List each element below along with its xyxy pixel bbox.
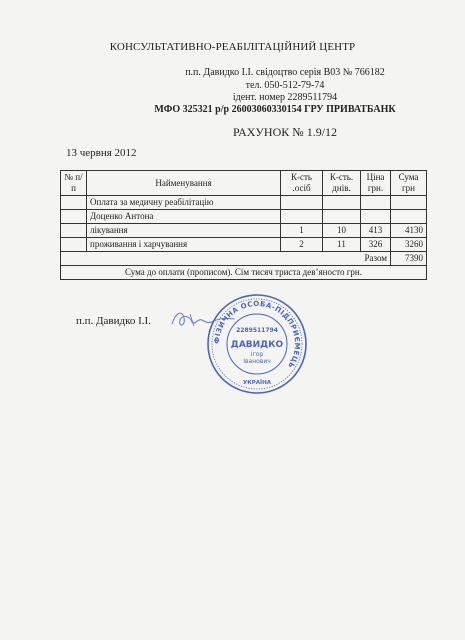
- cell-name: лікування: [87, 224, 281, 238]
- cell-sum: 4130: [391, 224, 427, 238]
- cell-persons: 2: [281, 238, 323, 252]
- stamp-first-name: Ігор: [250, 351, 264, 358]
- signature-label: п.п. Давидко І.І.: [76, 315, 151, 327]
- cell-sum: [391, 196, 427, 210]
- org-name: КОНСУЛЬТАТИВНО-РЕАБІЛІТАЦІЙНИЙ ЦЕНТР: [109, 41, 356, 53]
- cell-sum: 3260: [391, 238, 427, 252]
- cell-days: 11: [323, 238, 361, 252]
- total-label: Разом: [61, 252, 391, 266]
- amount-in-words-row: [61, 266, 427, 280]
- stamp-name: ДАВИДКО: [230, 340, 284, 350]
- table-header-row: [61, 171, 427, 196]
- header-num: № п/п: [61, 171, 87, 196]
- cell-days: [323, 196, 361, 210]
- cell-price: 413: [361, 224, 391, 238]
- table-row: [61, 224, 427, 238]
- cell-name: Оплата за медичну реабілітацію: [87, 196, 281, 210]
- cell-sum: [391, 210, 427, 224]
- table-row: [61, 196, 427, 210]
- cell-name: Доценко Антона: [87, 210, 281, 224]
- header-name: Найменування: [87, 171, 281, 196]
- stamp-ring-text: ФІЗИЧНА ОСОБА-ПІДПРИЄМЕЦЬ: [212, 299, 302, 370]
- amount-in-words: Сума до оплати (прописом). Сім тисяч триста дев’яносто грн.: [61, 266, 427, 280]
- company-stamp: [205, 292, 309, 396]
- entrepreneur-line: п.п. Давидко І.І. свідоцтво серія В03 № 766182: [185, 67, 385, 78]
- cell-name: проживання і харчування: [87, 238, 281, 252]
- invoice-table: [60, 170, 427, 280]
- cell-persons: [281, 210, 323, 224]
- invoice-date: 13 червня 2012: [66, 147, 137, 159]
- cell-num: [61, 210, 87, 224]
- cell-price: 326: [361, 238, 391, 252]
- total-value: 7390: [391, 252, 427, 266]
- header-persons: К-сть .осіб: [281, 171, 323, 196]
- cell-num: [61, 238, 87, 252]
- ident-line: ідент. номер 2289511794: [232, 92, 338, 103]
- invoice-title: РАХУНОК № 1.9/12: [232, 125, 338, 139]
- cell-persons: 1: [281, 224, 323, 238]
- header-sum: Сума грн: [391, 171, 427, 196]
- stamp-country: УКРАЇНА: [243, 380, 271, 386]
- cell-price: [361, 210, 391, 224]
- cell-num: [61, 196, 87, 210]
- total-row: [61, 252, 427, 266]
- cell-price: [361, 196, 391, 210]
- header-price: Ціна грн.: [361, 171, 391, 196]
- cell-persons: [281, 196, 323, 210]
- phone-line: тел. 050-512-79-74: [245, 80, 325, 91]
- cell-days: 10: [323, 224, 361, 238]
- bank-details: МФО 325321 р/р 26003060330154 ГРУ ПРИВАТБАНК: [154, 104, 396, 115]
- cell-days: [323, 210, 361, 224]
- stamp-code: 2289511794: [236, 327, 278, 334]
- stamp-patronymic: Іванович: [243, 358, 271, 365]
- table-row: [61, 238, 427, 252]
- table-row: [61, 210, 427, 224]
- cell-num: [61, 224, 87, 238]
- header-days: К-сть. днів.: [323, 171, 361, 196]
